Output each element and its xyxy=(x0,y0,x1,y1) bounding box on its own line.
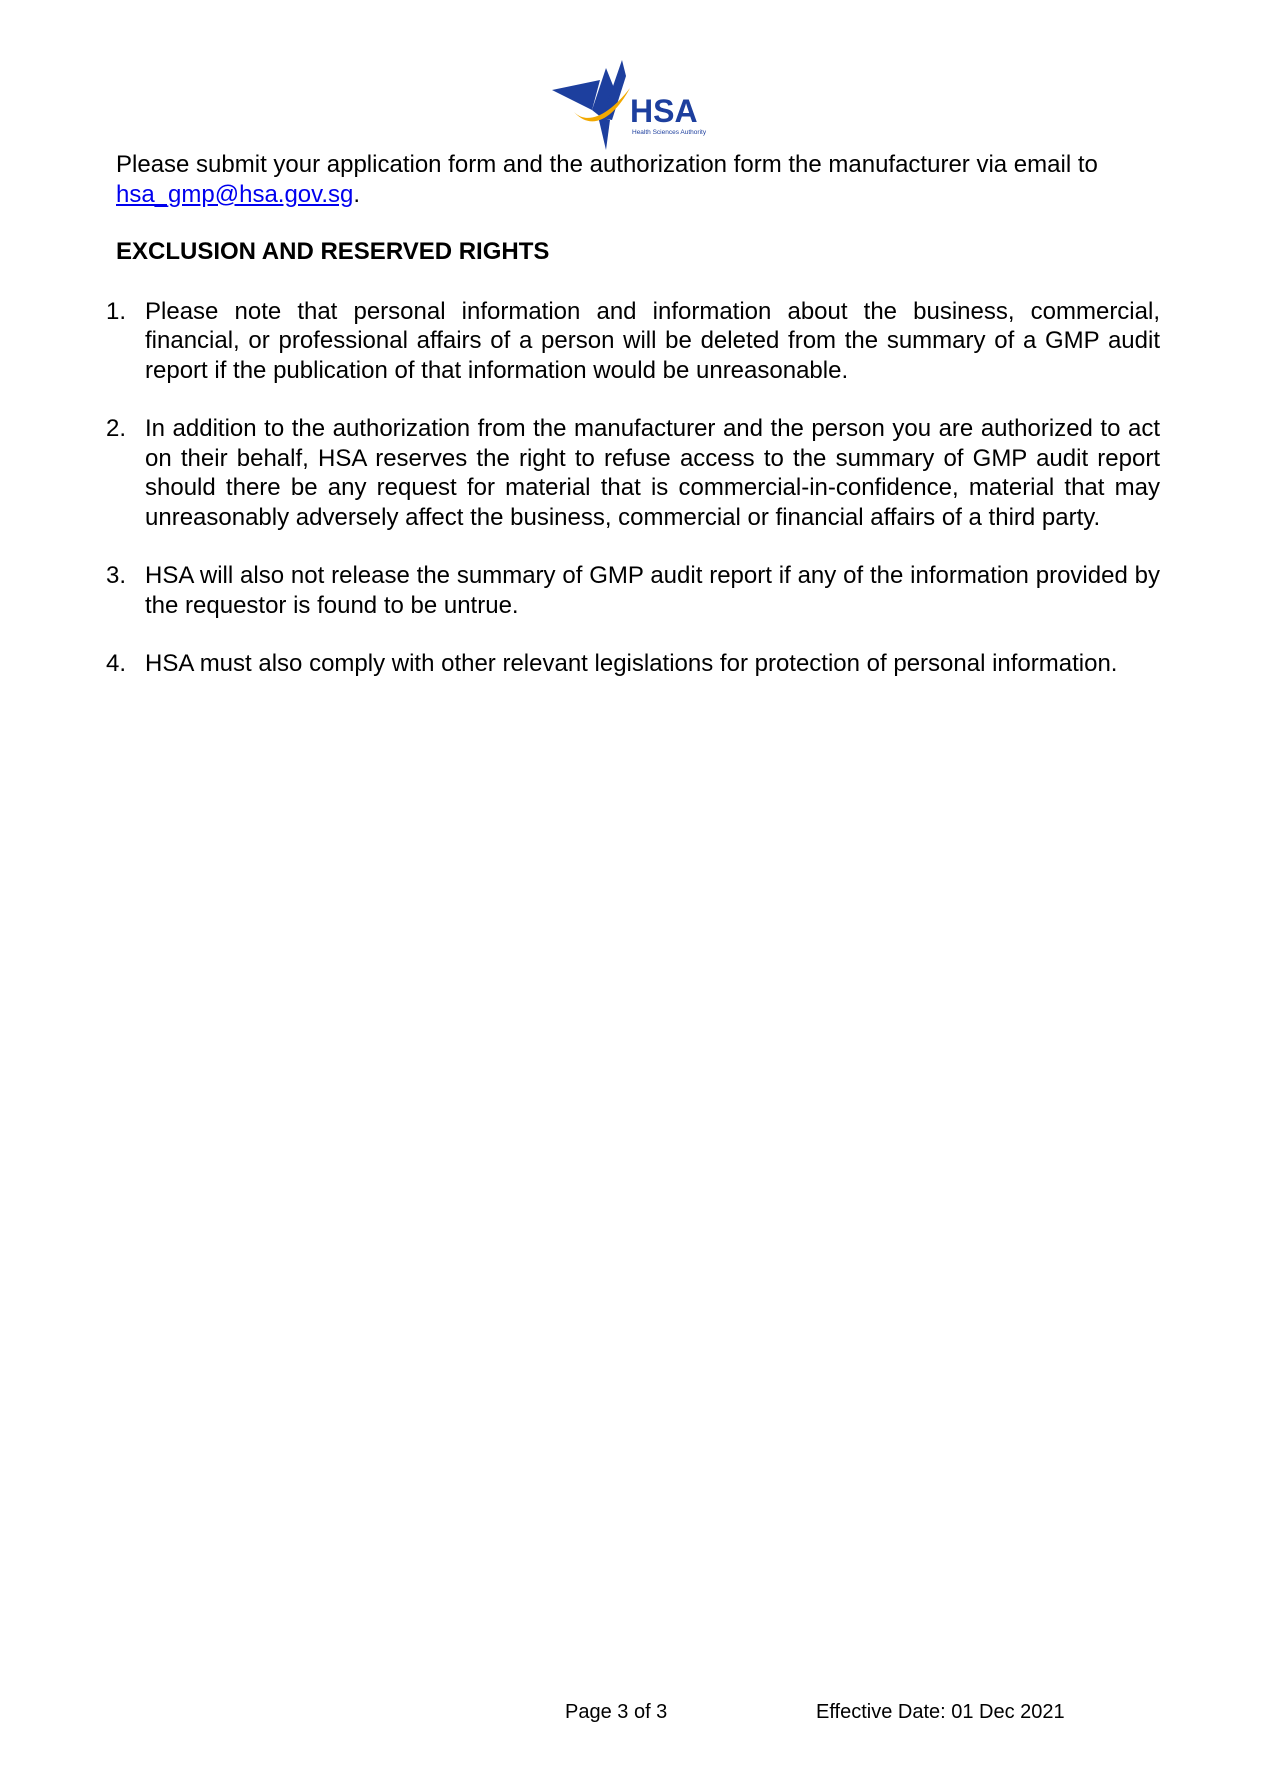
intro-paragraph xyxy=(116,150,1160,209)
logo-subtitle: Health Sciences Authority xyxy=(632,129,707,136)
effective-date: Effective Date: 01 Dec 2021 xyxy=(816,1701,1065,1723)
list-item-number: 1. xyxy=(106,297,127,325)
list-item xyxy=(106,649,1160,679)
list-item xyxy=(106,414,1160,532)
logo-wordmark: HSA xyxy=(630,93,698,129)
logo-wing-tail xyxy=(598,116,610,150)
list-item-number: 2. xyxy=(106,415,127,442)
document-body xyxy=(106,150,1160,708)
rights-list xyxy=(106,297,1160,679)
email-link[interactable]: hsa_gmp@hsa.gov.sg xyxy=(116,180,354,208)
intro-trailing: . xyxy=(353,180,361,208)
intro-text: Please submit your application form and the authorization form the manufacturer via email to xyxy=(116,151,1098,178)
section-heading: EXCLUSION AND RESERVED RIGHTS xyxy=(116,238,550,265)
page-number: Page 3 of 3 xyxy=(565,1701,668,1723)
hsa-logo-icon xyxy=(548,58,718,154)
hsa-logo xyxy=(548,58,718,154)
list-item xyxy=(106,561,1160,620)
list-item xyxy=(106,297,1160,386)
list-item-number: 4. xyxy=(106,650,127,677)
logo-wing-left xyxy=(552,80,600,110)
list-item-text: HSA will also not release the summary of GMP audit report if any of the information provided by the requestor is found to be untrue. xyxy=(145,562,1160,619)
list-item-text: HSA must also comply with other relevant legislations for protection of personal information. xyxy=(145,650,1118,677)
list-item-text: In addition to the authorization from the manufacturer and the person you are authorized to act on their behalf, HSA reserves the right to refuse access to the summary of GMP audit report should there be any request for material that is commercial-in-confidence, material that may unreasonably adversely affect the business, commercial or financial affairs of a third party. xyxy=(145,415,1160,531)
list-item-text: Please note that personal information and information about the business, commercial, financial, or professional affairs of a person will be deleted from the summary of a GMP audit report if the publication of that information would be unreasonable. xyxy=(145,297,1160,384)
list-item-number: 3. xyxy=(106,562,127,589)
